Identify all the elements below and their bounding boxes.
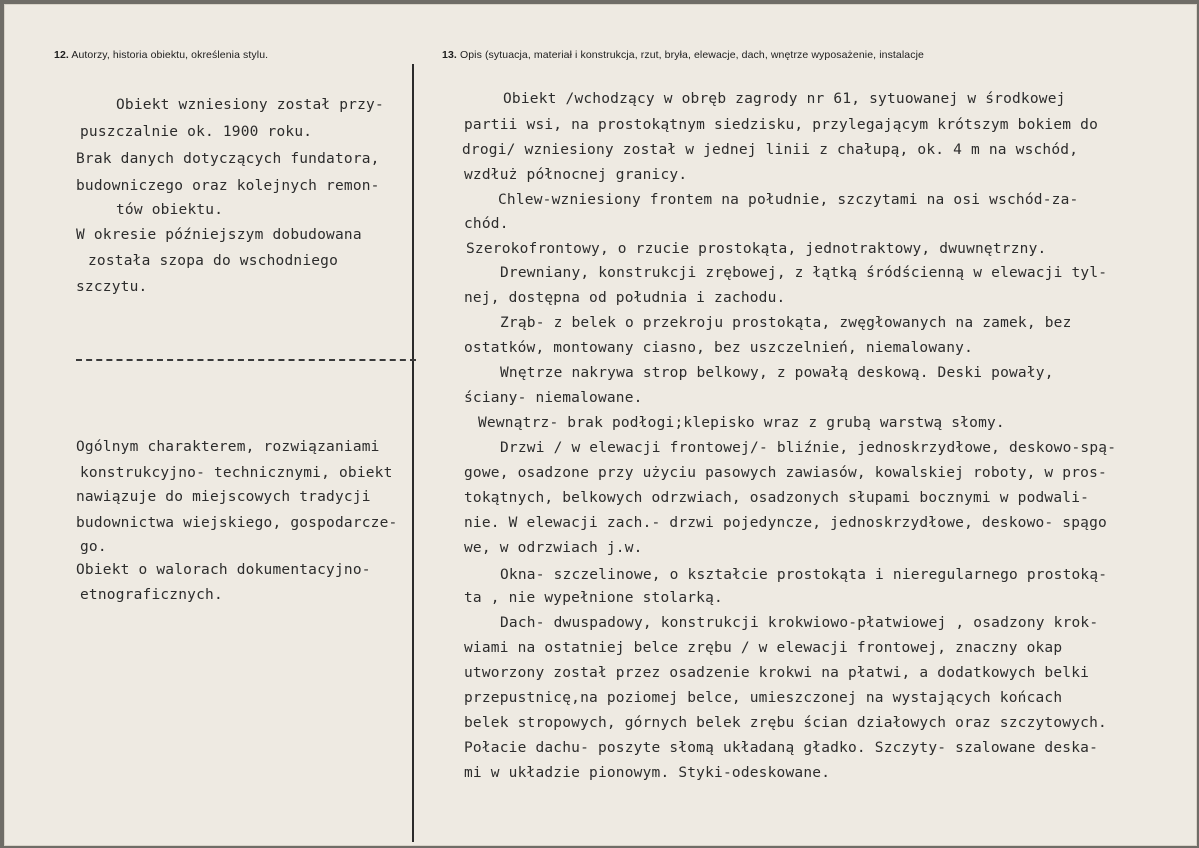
section-divider-dashed: [76, 359, 416, 361]
right-text-line: utworzony został przez osadzenie krokwi na płatwi, a dodatkowych belki: [464, 665, 1090, 681]
left-top-line: Obiekt wzniesiony został przy-: [116, 97, 384, 113]
right-text-line: drogi/ wzniesiony został w jednej linii z chałupą, ok. 4 m na wschód,: [462, 142, 1079, 158]
left-bottom-line: budownictwa wiejskiego, gospodarcze-: [76, 515, 398, 531]
right-text-line: nej, dostępna od południa i zachodu.: [464, 290, 786, 306]
left-top-line: puszczalnie ok. 1900 roku.: [80, 124, 313, 140]
left-bottom-line: Obiekt o walorach dokumentacyjno-: [76, 562, 371, 578]
left-bottom-line: etnograficznych.: [80, 587, 223, 603]
right-text-line: Drzwi / w elewacji frontowej/- bliźnie, jednoskrzydłowe, deskowo-spą-: [500, 440, 1117, 456]
right-text-line: partii wsi, na prostokątnym siedzisku, przylegającym krótszym bokiem do: [464, 117, 1099, 133]
right-text-line: wiami na ostatniej belce zrębu / w elewacji frontowej, znaczny okap: [464, 640, 1063, 656]
right-text-line: belek stropowych, górnych belek zrębu ścian działowych oraz szczytowych.: [464, 715, 1107, 731]
right-text-line: Wnętrze nakrywa strop belkowy, z powałą deskową. Deski powały,: [500, 365, 1054, 381]
right-text-line: Dach- dwuspadowy, konstrukcji krokwiowo-płatwiowej , osadzony krok-: [500, 615, 1099, 631]
right-text-line: tokątnych, belkowych odrzwiach, osadzonych słupami bocznymi w podwali-: [464, 490, 1090, 506]
left-top-line: tów obiektu.: [116, 202, 224, 218]
right-text-line: Chlew-wzniesiony frontem na południe, szczytami na osi wschód-za-: [498, 192, 1079, 208]
right-text-line: przepustnicę,na poziomej belce, umieszczonej na wystających końcach: [464, 690, 1063, 706]
left-top-line: szczytu.: [76, 279, 148, 295]
right-text-line: Połacie dachu- poszyte słomą układaną gładko. Szczyty- szalowane deska-: [464, 740, 1099, 756]
left-top-line: została szopa do wschodniego: [88, 253, 339, 269]
document-card: [4, 4, 1197, 846]
right-text-line: Obiekt /wchodzący w obręb zagrody nr 61, sytuowanej w środkowej: [503, 91, 1066, 107]
left-bottom-line: go.: [80, 539, 107, 555]
right-text-line: nie. W elewacji zach.- drzwi pojedyncze, jednoskrzydłowe, deskowo- spągo: [464, 515, 1107, 531]
section-13-number: 13.: [442, 49, 457, 61]
right-text-line: chód.: [464, 216, 509, 232]
right-text-line: ta , nie wypełnione stolarką.: [464, 590, 723, 606]
left-bottom-line: nawiązuje do miejscowych tradycji: [76, 489, 371, 505]
right-text-line: ostatków, montowany ciasno, bez uszczelnień, niemalowany.: [464, 340, 973, 356]
section-13-title: Opis (sytuacja, materiał i konstrukcja, rzut, bryła, elewacje, dach, wnętrze wyposażenie, instalacje: [459, 49, 924, 61]
right-text-line: Szerokofrontowy, o rzucie prostokąta, jednotraktowy, dwuwnętrzny.: [466, 241, 1047, 257]
left-top-line: W okresie późniejszym dobudowana: [76, 227, 362, 243]
left-bottom-line: Ogólnym charakterem, rozwiązaniami: [76, 439, 380, 455]
left-bottom-line: konstrukcyjno- technicznymi, obiekt: [80, 465, 393, 481]
right-text-line: Zrąb- z belek o przekroju prostokąta, zwęgłowanych na zamek, bez: [500, 315, 1072, 331]
section-12-number: 12.: [54, 49, 69, 61]
section-12-heading: [54, 49, 268, 61]
section-13-heading: [442, 49, 924, 61]
right-text-line: we, w odrzwiach j.w.: [464, 540, 643, 556]
right-text-line: Drewniany, konstrukcji zrębowej, z łątką śródścienną w elewacji tyl-: [500, 265, 1108, 281]
section-12-title: Autorzy, historia obiektu, określenia stylu.: [71, 49, 269, 61]
right-text-line: wzdłuż północnej granicy.: [464, 167, 688, 183]
right-text-line: Okna- szczelinowe, o kształcie prostokąta i nieregularnego prostoką-: [500, 567, 1108, 583]
right-text-line: ściany- niemalowane.: [464, 390, 643, 406]
left-top-line: Brak danych dotyczących fundatora,: [76, 151, 380, 167]
right-text-line: mi w układzie pionowym. Styki-odeskowane.: [464, 765, 831, 781]
column-divider: [412, 64, 414, 842]
right-text-line: gowe, osadzone przy użyciu pasowych zawiasów, kowalskiej roboty, w pros-: [464, 465, 1107, 481]
right-text-line: Wewnątrz- brak podłogi;klepisko wraz z grubą warstwą słomy.: [478, 415, 1005, 431]
left-top-line: budowniczego oraz kolejnych remon-: [76, 178, 380, 194]
